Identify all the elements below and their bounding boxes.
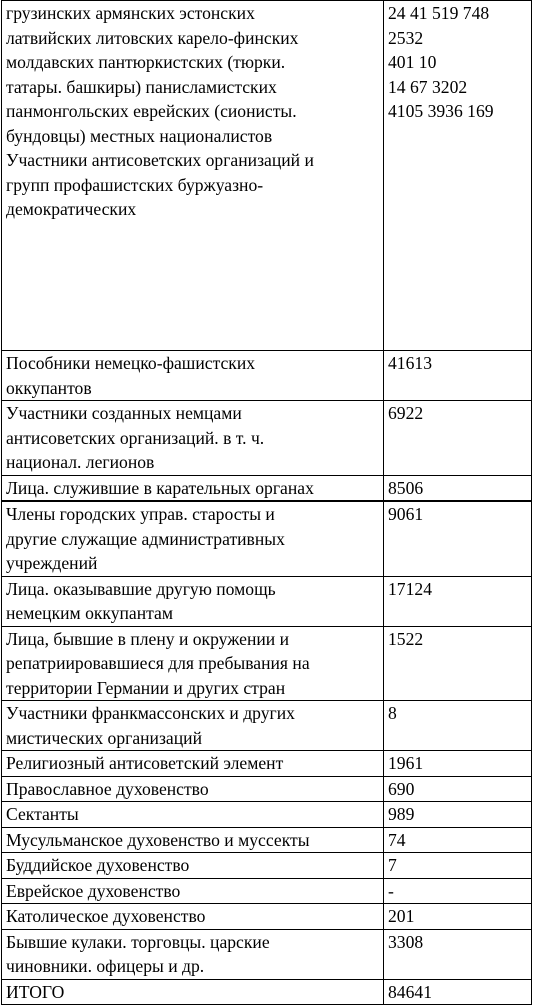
- table-row: [2, 827, 532, 853]
- row-label: Религиозный антисоветский элемент: [2, 751, 384, 777]
- table-row: [2, 853, 532, 879]
- row-value: 1522: [384, 626, 532, 701]
- total-label: ИТОГО: [2, 979, 384, 1005]
- row-label: Буддийское духовенство: [2, 853, 384, 879]
- row-label: Лица. служившие в карательных органах: [2, 475, 384, 501]
- row-value: 24 41 519 748 2532 401 10 14 67 3202 4105 3936 169: [384, 1, 532, 351]
- statistics-table: [1, 0, 532, 1005]
- row-value: 201: [384, 904, 532, 930]
- row-label: Мусульманское духовенство и муссекты: [2, 827, 384, 853]
- row-label: Католическое духовенство: [2, 904, 384, 930]
- row-value: 8506: [384, 475, 532, 501]
- table-row: [2, 351, 532, 401]
- row-value: 989: [384, 802, 532, 828]
- row-label: Лица, бывшие в плену и окружении и репатриировавшиеся для пребывания на территории Германии и других стран: [2, 626, 384, 701]
- row-value: 690: [384, 776, 532, 802]
- table-row: [2, 501, 532, 576]
- row-value: 6922: [384, 401, 532, 476]
- row-label: грузинских армянских эстонских латвийских литовских карело-финских молдавских пантюркистских (тюрки. татары. башкиры) панисламистских панмонгольских еврейских (сионисты. бундовцы) местных националистов Участники антисоветских организаций и групп профашистских буржуазно- демократических: [2, 1, 384, 351]
- row-label: Бывшие кулаки. торговцы. царские чиновники. офицеры и др.: [2, 929, 384, 979]
- row-label: Участники франкмассонских и других мистических организаций: [2, 701, 384, 751]
- row-value: 1961: [384, 751, 532, 777]
- total-value: 84641: [384, 979, 532, 1005]
- row-value: 3308: [384, 929, 532, 979]
- row-value: 9061: [384, 501, 532, 576]
- row-value: -: [384, 878, 532, 904]
- table-row: [2, 751, 532, 777]
- row-value: 41613: [384, 351, 532, 401]
- table-row: [2, 904, 532, 930]
- table-row-total: [2, 979, 532, 1005]
- table-row: [2, 929, 532, 979]
- table-row: [2, 776, 532, 802]
- row-label: Участники созданных немцами антисоветских организаций. в т. ч. национал. легионов: [2, 401, 384, 476]
- table-row: [2, 1, 532, 351]
- table-row: [2, 401, 532, 476]
- row-label: Лица. оказывавшие другую помощь немецким оккупантам: [2, 576, 384, 626]
- row-value: 17124: [384, 576, 532, 626]
- row-value: 7: [384, 853, 532, 879]
- table-row: [2, 878, 532, 904]
- row-label: Православное духовенство: [2, 776, 384, 802]
- row-value: 8: [384, 701, 532, 751]
- row-label: Члены городских управ. старосты и другие служащие административных учреждений: [2, 501, 384, 576]
- row-value: 74: [384, 827, 532, 853]
- table-row: [2, 576, 532, 626]
- table-row: [2, 802, 532, 828]
- table-row: [2, 701, 532, 751]
- table-row: [2, 475, 532, 501]
- row-label: Пособники немецко-фашистских оккупантов: [2, 351, 384, 401]
- table-row: [2, 626, 532, 701]
- row-label: Еврейское духовенство: [2, 878, 384, 904]
- row-label: Сектанты: [2, 802, 384, 828]
